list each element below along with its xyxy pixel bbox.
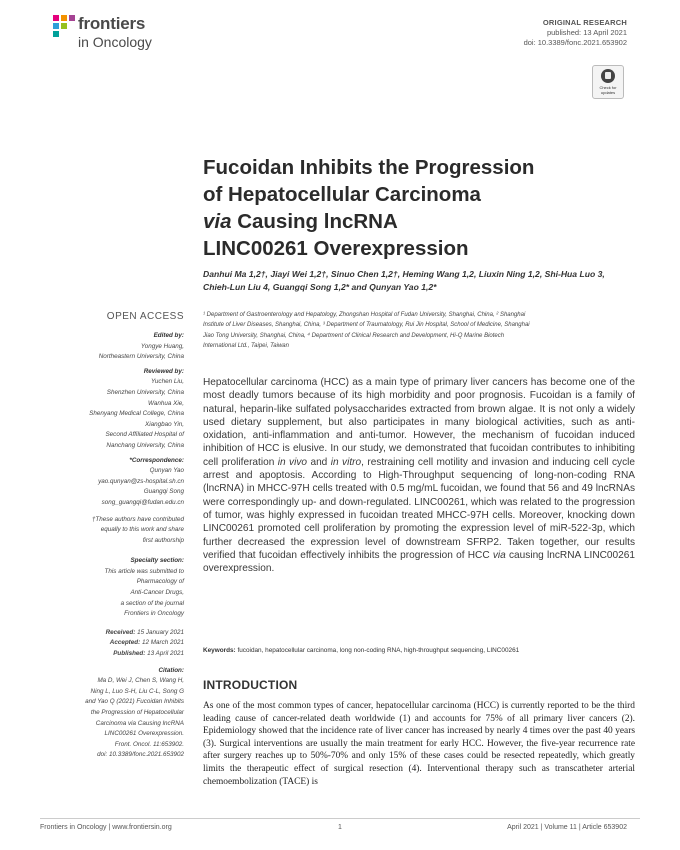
edited-by-section: Edited by: Yongye Huang, Northeastern University, China — [98, 332, 184, 361]
doi-link[interactable]: doi: 10.3389/fonc.2021.653902 — [523, 38, 627, 47]
author-list — [203, 268, 635, 294]
article-type: ORIGINAL RESEARCH — [542, 18, 627, 27]
specialty-section: Specialty section: This article was submitted to Pharmacology of Anti-Cancer Drugs, a section of the journal Frontiers in Oncology — [104, 557, 184, 618]
article-sidebar — [40, 331, 184, 764]
footer-volume-info: April 2021 | Volume 11 | Article 653902 — [507, 824, 627, 831]
check-for-updates-label: Check for updates — [599, 85, 617, 95]
correspondence-section: *Correspondence: Qunyan Yao yao.qunyan@zs-hospital.sh.cn Guangqi Song song_guangqi@fudan.edu.cn — [40, 456, 184, 509]
dates-section: Received: 15 January 2021 Accepted: 12 March 2021 Published: 13 April 2021 — [105, 628, 184, 658]
frontiers-logo-icon — [53, 15, 75, 37]
citation-section: Citation: Ma D, Wei J, Chen S, Wang H, Ning L, Luo S-H, Liu C-L, Song G and Yao Q (2021) Fucoidan Inhibits the Progression of Hepatocellular Carcinoma via Causing lncRNA LINC00261 Overexpression. Front. Oncol. 11:653902. doi: 10.3389/fonc.2021.653902 — [85, 666, 184, 759]
bookmark-icon — [601, 69, 615, 83]
logo-journal-text: in Oncology — [78, 34, 152, 50]
affiliations: ¹ Department of Gastroenterology and Hepatology, Zhongshan Hospital of Fudan University, Shanghai, China, ² Shanghai Institute of Liver Diseases, Shanghai, China, ³ Department of Traumatology, Rui Jin Hospital, School of Medicine, Shanghai Jiao Tong University, Shanghai, China, ⁴ Department of Clinical Research and Development, Hi-Q Marine Biotech International Ltd., Taipei, Taiwan — [203, 312, 530, 349]
introduction-text: As one of the most common types of cancer, hepatocellular carcinoma (HCC) is currently reported to be the third leading cause of cancer-related death worldwide (1) and accounts for 75% of all primary liver cancers (2). Epidemiology showed that the incidence rate of liver cancer has increased by nearly 4 times over the past 40 years (3). Surgical interventions are usually the main treatment for early HCC. However, the five-year recurrence rate after surgery reaches up to 50%-70% and only 15% of these cases could be resected repeatedly, which greatly limits the therapeutic effect of surgical resection (4). Interventional therapy such as transcatheter arterial chemoembolization (TACE) is — [203, 701, 635, 787]
abstract: Hepatocellular carcinoma (HCC) as a main type of primary liver cancers has become one of the most deadly tumors because of its high morbidity and poor prognosis. Fucoidan is a family of natural, heparin-like sulfated polysaccharides extracted from brown algae. It is not only a widely used dietary supplement, but also participates in many biological activities, such as anti-oxidation, anti-inflammation and anti-tumor. However, the mechanism of fucoidan induced inhibition of HCC is elusive. In our study, we demonstrated that fucoidan contributes to inhibiting cell proliferation in vivo and in vitro, restraining cell motility and invasion and inducing cell cycle arrest and apoptosis. According to High-Throughput sequencing of long-non-coding RNA (lncRNA) in MHCC-97H cells treated with 0.5 mg/mL fucoidan, we found that 56 and 49 lncRNAs were correspondingly up- and down-regulated. LINC00261, which was related to the progression of tumor, was highly expressed in fucoidan treated MHCC-97H cells. Moreover, knocking down LINC00261 promoted cell proliferation by promoting the expression level of miR-522-3p, which further decreased the expression level of downstream SFRP2. Taken together, our results verified that fucoidan effectively inhibits the progression of HCC via causing lncRNA LINC00261 overexpression. — [203, 377, 635, 575]
footer-divider — [40, 818, 640, 819]
page-number: 1 — [338, 824, 342, 831]
check-for-updates-button[interactable] — [592, 65, 624, 99]
published-date: published: 13 April 2021 — [546, 28, 627, 37]
journal-logo — [53, 13, 173, 51]
author-line-1: Danhui Ma 1,2†, Jiayi Wei 1,2†, Sinuo Chen 1,2†, Heming Wang 1,2, Liuxin Ning 1,2, Shi-Hua Luo 3, — [203, 269, 605, 279]
open-access-label: OPEN ACCESS — [106, 311, 184, 322]
reviewed-by-section: Reviewed by: Yuchen Liu, Shenzhen University, China Wanhua Xie, Shenyang Medical College, China Xiangbao Yin, Second Affiliated Hospital of Nanchang University, China — [89, 367, 184, 449]
email-link[interactable]: yao.qunyan@zs-hospital.sh.cn — [98, 477, 184, 485]
article-title: Fucoidan Inhibits the Progression of Hepatocellular Carcinoma via Causing lncRNA LINC00261 Overexpression — [203, 156, 535, 260]
equal-contribution-note: †These authors have contributed equally to this work and share first authorship — [91, 515, 184, 544]
keywords: Keywords: fucoidan, hepatocellular carcinoma, long non-coding RNA, high-throughput sequencing, LINC00261 — [203, 647, 520, 654]
introduction-heading: INTRODUCTION — [203, 678, 298, 692]
footer-journal-link[interactable]: Frontiers in Oncology | www.frontiersin.org — [40, 824, 172, 831]
article-header-info — [524, 18, 627, 48]
email-link[interactable]: song_guangqi@fudan.edu.cn — [101, 498, 184, 506]
logo-frontiers-text: frontiers — [78, 14, 146, 33]
author-line-2: Chieh-Lun Liu 4, Guangqi Song 1,2* and Qunyan Yao 1,2* — [203, 282, 437, 292]
